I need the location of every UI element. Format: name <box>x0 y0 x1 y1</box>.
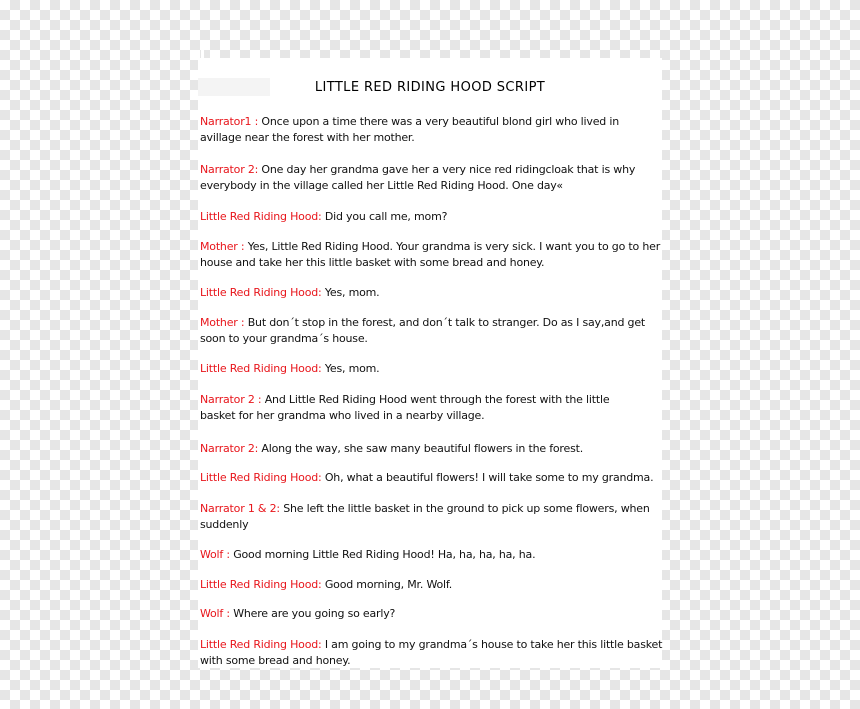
dialogue-text-continued: soon to your grandma´s house. <box>200 332 368 345</box>
script-line-lrrh <box>200 285 662 301</box>
dialogue-text: Along the way, she saw many beautiful flowers in the forest. <box>258 442 584 455</box>
speaker-label: Mother : <box>200 316 245 329</box>
page-edge-mark <box>201 42 204 58</box>
dialogue-text: Good morning, Mr. Wolf. <box>321 578 453 591</box>
dialogue-text-continued: with some bread and honey. <box>200 654 351 667</box>
script-line-lrrh <box>200 577 662 593</box>
dialogue-text-continued: house and take her this little basket with some bread and honey. <box>200 256 545 269</box>
dialogue-text: Yes, mom. <box>321 362 380 375</box>
dialogue-text: She left the little basket in the ground to pick up some flowers, when <box>279 502 650 515</box>
script-line-lrrh <box>200 470 662 486</box>
dialogue-text: Good morning Little Red Riding Hood! Ha, ha, ha, ha, ha. <box>229 548 536 561</box>
speaker-label: Little Red Riding Hood: <box>200 578 322 591</box>
dialogue-text-continued: everybody in the village called her Little Red Riding Hood. One day« <box>200 179 563 192</box>
script-line-lrrh <box>200 637 662 669</box>
dialogue-text: Where are you going so early? <box>229 607 396 620</box>
script-line-narrators <box>200 501 662 533</box>
script-line-narrator1 <box>200 114 662 146</box>
speaker-label: Narrator 2: <box>200 163 259 176</box>
speaker-label: Mother : <box>200 240 245 253</box>
speaker-label: Wolf : <box>200 548 230 561</box>
script-line-narrator2 <box>200 392 662 424</box>
script-line-mother <box>200 315 662 347</box>
dialogue-text: Yes, Little Red Riding Hood. Your grandma is very sick. I want you to go to her <box>244 240 661 253</box>
speaker-label: Narrator1 : <box>200 115 259 128</box>
dialogue-text: Yes, mom. <box>321 286 380 299</box>
speaker-label: Little Red Riding Hood: <box>200 362 322 375</box>
dialogue-text: I am going to my grandma´s house to take her this little basket <box>321 638 663 651</box>
dialogue-text: Oh, what a beautiful flowers! I will take some to my grandma. <box>321 471 654 484</box>
script-line-mother <box>200 239 662 271</box>
speaker-label: Little Red Riding Hood: <box>200 210 322 223</box>
speaker-label: Little Red Riding Hood: <box>200 471 322 484</box>
script-line-narrator2 <box>200 441 662 457</box>
dialogue-text: One day her grandma gave her a very nice red ridingcloak that is why <box>258 163 636 176</box>
script-line-lrrh <box>200 209 662 225</box>
speaker-label: Little Red Riding Hood: <box>200 638 322 651</box>
speaker-label: Narrator 2: <box>200 442 259 455</box>
dialogue-text: But don´t stop in the forest, and don´t talk to stranger. Do as I say,and get <box>244 316 646 329</box>
dialogue-text: And Little Red Riding Hood went through the forest with the little <box>261 393 610 406</box>
dialogue-text: Once upon a time there was a very beautiful blond girl who lived in <box>258 115 619 128</box>
script-line-wolf <box>200 547 662 563</box>
dialogue-text-continued: suddenly <box>200 518 249 531</box>
speaker-label: Little Red Riding Hood: <box>200 286 322 299</box>
dialogue-text: Did you call me, mom? <box>321 210 448 223</box>
dialogue-text-continued: avillage near the forest with her mother. <box>200 131 415 144</box>
script-line-lrrh <box>200 361 662 377</box>
script-line-narrator2 <box>200 162 662 194</box>
speaker-label: Wolf : <box>200 607 230 620</box>
speaker-label: Narrator 1 & 2: <box>200 502 280 515</box>
script-title: LITTLE RED RIDING HOOD SCRIPT <box>314 80 546 95</box>
speaker-label: Narrator 2 : <box>200 393 262 406</box>
dialogue-text-continued: basket for her grandma who lived in a nearby village. <box>200 409 485 422</box>
script-line-wolf <box>200 606 662 622</box>
